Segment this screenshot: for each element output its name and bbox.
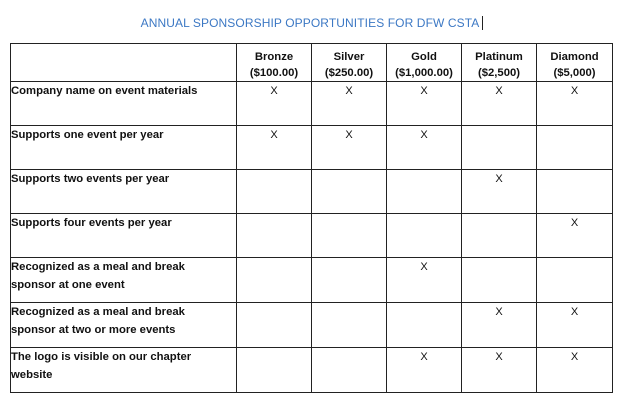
row-label: Supports four events per year [11,214,237,258]
row-label [11,303,237,348]
table-row [11,348,613,393]
row-label-line: website [11,369,53,381]
mark-cell [312,258,387,303]
tier-price: ($250.00) [324,67,374,79]
mark-cell: X [462,82,537,126]
header-corner-cell [11,44,237,82]
mark-cell: X [237,82,312,126]
table-row [11,126,613,170]
tier-price: ($5,000) [553,67,596,79]
mark-cell [387,214,462,258]
mark-cell [237,214,312,258]
header-gold [387,44,462,82]
text-cursor [482,16,483,30]
header-platinum [462,44,537,82]
row-label: Company name on event materials [11,82,237,126]
mark-cell [537,126,613,170]
mark-cell [237,258,312,303]
header-diamond [537,44,613,82]
mark-cell [387,303,462,348]
tier-name: Gold [411,51,437,63]
mark-cell: X [537,82,613,126]
title-text: ANNUAL SPONSORSHIP OPPORTUNITIES FOR DFW CSTA [140,16,480,30]
row-label: Supports two events per year [11,170,237,214]
tier-name: Silver [333,51,365,63]
row-label-line: Recognized as a meal and break [11,306,185,318]
sponsorship-table [10,43,613,393]
row-label [11,348,237,393]
mark-cell [312,348,387,393]
mark-cell: X [312,126,387,170]
mark-cell [462,126,537,170]
mark-cell: X [387,126,462,170]
header-silver [312,44,387,82]
tier-name: Diamond [550,51,599,63]
mark-cell: X [537,348,613,393]
tier-price: ($2,500) [477,67,521,79]
mark-cell: X [387,82,462,126]
mark-cell: X [387,348,462,393]
row-label: Supports one event per year [11,126,237,170]
mark-cell: X [462,303,537,348]
table-row [11,214,613,258]
table-row [11,170,613,214]
mark-cell [237,170,312,214]
table-row [11,303,613,348]
table-row [11,82,613,126]
mark-cell [237,303,312,348]
mark-cell [312,214,387,258]
document-title [0,16,624,30]
row-label [11,258,237,303]
header-bronze [237,44,312,82]
tier-price: ($1,000.00) [395,67,453,79]
mark-cell: X [387,258,462,303]
tier-name: Bronze [254,51,294,63]
mark-cell: X [237,126,312,170]
mark-cell: X [537,303,613,348]
row-label-line: Recognized as a meal and break [11,261,185,273]
mark-cell [537,170,613,214]
mark-cell: X [312,82,387,126]
mark-cell [312,303,387,348]
mark-cell: X [462,348,537,393]
mark-cell [462,258,537,303]
mark-cell [537,258,613,303]
header-row [11,44,613,82]
row-label-line: The logo is visible on our chapter [11,351,192,363]
tier-price: ($100.00) [249,67,299,79]
tier-name: Platinum [475,51,523,63]
mark-cell: X [462,170,537,214]
table-row [11,258,613,303]
row-label-line: sponsor at one event [11,279,125,291]
mark-cell [312,170,387,214]
mark-cell [237,348,312,393]
mark-cell [462,214,537,258]
mark-cell [387,170,462,214]
row-label-line: sponsor at two or more events [11,324,176,336]
mark-cell: X [537,214,613,258]
